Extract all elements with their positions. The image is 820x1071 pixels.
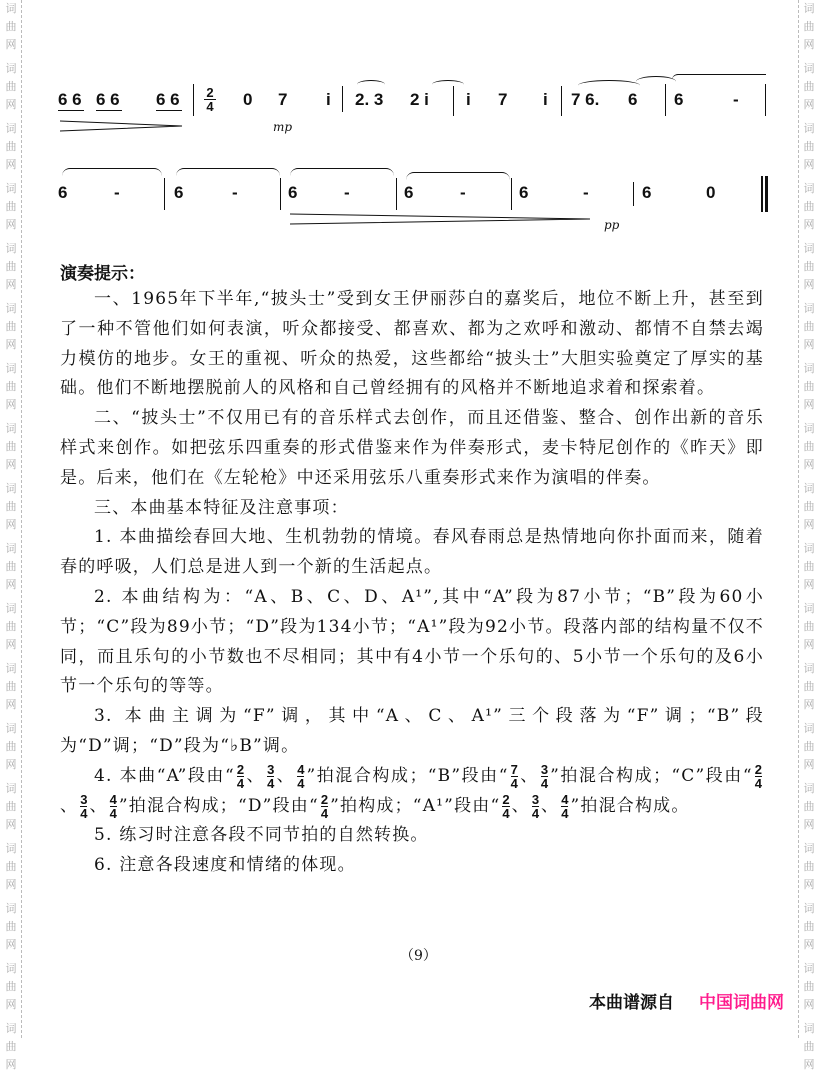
note: 6 6 [156,90,180,109]
underline [58,110,84,111]
numerator: 2 [236,761,245,777]
text-segment: ”拍构成；“A¹”段由“ [330,795,501,816]
numerator: 4 [297,761,305,777]
watermark-char: 词 [5,902,17,915]
watermark-right [800,0,820,1071]
watermark-char: 曲 [803,800,815,813]
watermark-char: 网 [803,758,815,771]
note: 6 6 [58,90,82,109]
watermark-char: 网 [5,938,17,951]
watermark-char: 网 [5,458,17,471]
watermark-char: 曲 [5,80,17,93]
watermark-char: 网 [803,218,815,231]
paragraph: 三、本曲基本特征及注意事项： [94,497,349,518]
paragraph: 3. 本曲主调为“F”调，其中“A、C、A¹”三个段落为“F”调；“B”段为“D”调；“D”段为“♭B”调。 [60,706,764,756]
denominator: 4 [510,775,518,791]
watermark-char: 曲 [5,440,17,453]
watermark-char: 词 [803,422,815,435]
time-signature-fraction [532,793,539,820]
watermark-char: 网 [5,758,17,771]
numerator: 7 [510,761,518,777]
watermark-char: 曲 [5,740,17,753]
watermark-char: 网 [803,338,815,351]
watermark-char: 曲 [5,560,17,573]
watermark-char: 曲 [5,140,17,153]
time-signature-fraction [80,793,87,820]
watermark-char: 词 [5,482,17,495]
dynamic-mark: mp [273,120,293,134]
watermark-char: 曲 [5,1040,17,1053]
note: 6 [628,90,638,109]
numerator: 2 [320,791,329,807]
tie [176,168,280,177]
performance-notes [60,285,764,881]
watermark-char: 网 [803,698,815,711]
barline [633,182,634,206]
paragraph: 6. 注意各段速度和情绪的体现。 [94,855,356,876]
denominator: 4 [80,805,88,821]
watermark-char: 曲 [5,20,17,33]
watermark-char: 词 [803,362,815,375]
denominator: 4 [561,805,569,821]
note: - [114,183,120,202]
text-segment: 、 [89,795,108,816]
numerator: 4 [561,791,569,807]
barline [342,86,343,112]
watermark-char: 网 [803,998,815,1011]
watermark-char: 词 [803,182,815,195]
watermark-char: 词 [5,962,17,975]
dashed-divider-left [21,0,22,1038]
watermark-char: 曲 [5,620,17,633]
note: 6 [174,183,184,202]
watermark-char: 曲 [803,20,815,33]
watermark-char: 词 [803,242,815,255]
watermark-char: 网 [5,338,17,351]
denominator: 4 [267,775,275,791]
barline [453,86,454,116]
watermark-char: 网 [5,578,17,591]
watermark-char: 曲 [803,80,815,93]
numerator: 2 [754,761,762,777]
watermark-char: 词 [803,902,815,915]
watermark-char: 词 [5,362,17,375]
watermark-char: 曲 [803,380,815,393]
barline [665,84,666,116]
paragraph: 一、1965年下半年,“披头士”受到女王伊丽莎白的嘉奖后，地位不断上升，甚至到了一种不管他们如何表演，听众都接受、都喜欢、都为之欢呼和激动、都情不自禁去竭力模仿的地步。女王的重视、听众的热爱，这些都给“披头士”大胆实验奠定了厚实的基础。他们不断地摆脱前人的风格和自己曾经拥有的风格并不断地追求着和探索着。 [60,289,764,399]
final-barline [761,176,763,212]
watermark-char: 网 [5,518,17,531]
time-signature-fraction [321,793,328,820]
watermark-char: 曲 [5,980,17,993]
text-segment: 、 [541,795,560,816]
paragraph: 二、“披头士”不仅用已有的音乐样式去创作，而且还借鉴、整合、创作出新的音乐样式来创作。如把弦乐四重奏的形式借鉴来作为伴奏形式，麦卡特尼创作的《昨天》即是。后来，他们在《左轮枪》中还采用弦乐八重奏形式来作为演唱的伴奏。 [60,408,764,488]
note: 6 [288,183,298,202]
watermark-char: 网 [803,38,815,51]
text-segment: 、 [276,765,296,786]
watermark-char: 词 [5,782,17,795]
denominator: 4 [540,775,549,791]
note: - [344,183,350,202]
watermark-char: 词 [803,2,815,15]
watermark-char: 词 [803,1022,815,1035]
watermark-char: 网 [5,878,17,891]
denominator: 4 [320,805,329,821]
watermark-char: 网 [5,998,17,1011]
time-signature-fraction [110,793,117,820]
text-segment: 4. 本曲“A”段由“ [94,765,235,786]
underline [156,110,182,111]
time-signature-fraction [502,793,509,820]
watermark-char: 网 [803,278,815,291]
note: 2. 3 [355,90,384,109]
watermark-char: 网 [5,278,17,291]
watermark-char: 曲 [803,440,815,453]
watermark-char: 曲 [803,620,815,633]
watermark-char: 词 [803,662,815,675]
watermark-char: 曲 [5,860,17,873]
watermark-char: 曲 [5,500,17,513]
note: 6 [404,183,414,202]
time-signature-fraction [297,763,304,790]
note: i [466,90,471,109]
watermark-char: 词 [5,722,17,735]
note: i [326,90,331,109]
watermark-char: 词 [5,662,17,675]
watermark-char: 曲 [5,680,17,693]
paragraph: 5. 练习时注意各段不同节拍的自然转换。 [94,825,429,846]
watermark-char: 曲 [803,740,815,753]
decrescendo-hairpin [290,212,595,226]
watermark-char: 词 [803,482,815,495]
note: 7 [498,90,508,109]
paragraph: 1. 本曲描绘春回大地、生机勃勃的情境。春风春雨总是热情地向你扑面而来，随着春的呼吸，人们总是进人到一个新的生活起点。 [60,527,764,578]
tie [290,168,394,177]
watermark-char: 词 [803,722,815,735]
denominator: 4 [236,775,245,791]
barline [511,178,512,210]
watermark-char: 网 [803,518,815,531]
slur [357,80,385,89]
dashed-divider-right [798,0,799,1038]
watermark-char: 词 [803,542,815,555]
watermark-char: 词 [5,542,17,555]
watermark-char: 网 [803,938,815,951]
denominator: 4 [109,805,117,821]
watermark-char: 曲 [803,500,815,513]
text-segment: 、 [60,795,79,816]
watermark-char: 词 [5,1022,17,1035]
watermark-char: 词 [803,122,815,135]
text-segment: ”拍混合构成；“D”段由“ [118,795,319,816]
note: 7 [278,90,288,109]
watermark-char: 网 [803,98,815,111]
time-signature-fraction [755,763,762,790]
note: - [460,183,466,202]
slur [578,80,640,91]
watermark-char: 网 [5,98,17,111]
watermark-char: 词 [803,782,815,795]
slur [636,76,676,87]
watermark-char: 网 [803,578,815,591]
watermark-char: 词 [803,602,815,615]
note: 2 i [410,90,429,109]
denominator: 4 [502,805,510,821]
time-signature-fraction [511,763,518,790]
note: 0 [706,183,716,202]
barline [765,84,766,116]
watermark-char: 曲 [803,860,815,873]
barline [396,178,397,210]
watermark-char: 词 [5,122,17,135]
watermark-char: 词 [803,62,815,75]
time-signature-fraction [561,793,568,820]
numerator: 2 [502,791,510,807]
watermark-char: 曲 [5,380,17,393]
watermark-char: 曲 [5,920,17,933]
note: 0 [243,90,253,109]
watermark-char: 词 [5,842,17,855]
tie [62,168,162,177]
watermark-char: 网 [5,38,17,51]
note: 7 6. [571,90,600,109]
watermark-char: 曲 [5,800,17,813]
watermark-char: 词 [5,2,17,15]
note: - [733,90,739,109]
watermark-char: 曲 [803,260,815,273]
watermark-char: 网 [803,458,815,471]
text-segment: ”拍混合构成。 [570,795,690,816]
watermark-char: 网 [5,638,17,651]
page-number: （9） [400,948,437,964]
watermark-char: 网 [803,398,815,411]
slur [432,80,464,89]
numerator: 3 [80,791,88,807]
barline [280,178,281,210]
watermark-char: 词 [5,422,17,435]
watermark-char: 网 [803,818,815,831]
watermark-char: 网 [803,158,815,171]
watermark-char: 词 [5,602,17,615]
watermark-char: 曲 [803,1040,815,1053]
note: 6 [674,90,684,109]
watermark-char: 曲 [803,140,815,153]
tie [406,172,510,181]
watermark-char: 网 [803,1058,815,1071]
watermark-char: 词 [5,302,17,315]
watermark-char: 曲 [803,680,815,693]
text-segment: 、 [511,795,530,816]
watermark-char: 网 [5,698,17,711]
watermark-char: 曲 [803,320,815,333]
paragraph: 2. 本曲结构为：“A、B、C、D、A¹”,其中“A”段为87小节；“B”段为60小节；“C”段为89小节；“D”段为134小节；“A¹”段为92小节。段落内部的结构量不仅不同，而且乐句的小节数也不尽相同；其中有4小节一个乐句的、5小节一个乐句的及6小节一个乐句的等等。 [60,586,764,697]
note: i [543,90,548,109]
watermark-left [2,0,22,1071]
time-signature-fraction [237,763,244,790]
underline [96,110,122,111]
barline [164,178,165,210]
denominator: 4 [754,775,762,791]
text-segment: 、 [519,765,539,786]
denominator: 4 [531,805,540,821]
decrescendo-hairpin [60,118,185,132]
time-signature-fraction [541,763,548,790]
note: - [583,183,589,202]
watermark-char: 网 [803,638,815,651]
watermark-char: 网 [5,1058,17,1071]
text-segment: ”拍混合构成；“C”段由“ [550,765,753,786]
time-signature: $\frac{2}{4}$ [204,86,216,113]
watermark-char: 词 [803,962,815,975]
watermark-char: 曲 [803,920,815,933]
watermark-char: 词 [803,842,815,855]
numerator: 3 [267,761,275,777]
time-signature-fraction [267,763,274,790]
final-barline [765,176,768,212]
watermark-char: 词 [5,62,17,75]
paragraph-time-signatures [60,762,764,822]
watermark-char: 曲 [5,320,17,333]
barline [561,86,562,116]
watermark-char: 曲 [803,560,815,573]
watermark-char: 曲 [5,260,17,273]
text-segment: ”拍混合构成；“B”段由“ [306,765,509,786]
note: 6 [58,183,68,202]
numerator: 3 [540,761,549,777]
note: 6 [642,183,652,202]
watermark-char: 网 [803,878,815,891]
text-segment: 、 [246,765,266,786]
footer-source-link[interactable]: 中国词曲网 [699,993,784,1013]
watermark-char: 词 [5,242,17,255]
numerator: 3 [531,791,540,807]
footer-source-label: 本曲谱源自 [589,993,674,1013]
watermark-char: 网 [5,158,17,171]
note: 6 [519,183,529,202]
note: - [232,183,238,202]
numerator: 4 [109,791,117,807]
watermark-char: 曲 [803,980,815,993]
watermark-char: 网 [5,818,17,831]
note: 6 6 [96,90,120,109]
watermark-char: 词 [803,302,815,315]
denominator: 4 [297,775,305,791]
dynamic-mark: pp [604,218,620,232]
tie [672,74,766,81]
watermark-char: 网 [5,398,17,411]
performance-notes-heading: 演奏提示： [60,264,145,284]
watermark-char: 网 [5,218,17,231]
watermark-char: 曲 [5,200,17,213]
watermark-char: 曲 [803,200,815,213]
watermark-char: 词 [5,182,17,195]
barline [193,84,194,116]
